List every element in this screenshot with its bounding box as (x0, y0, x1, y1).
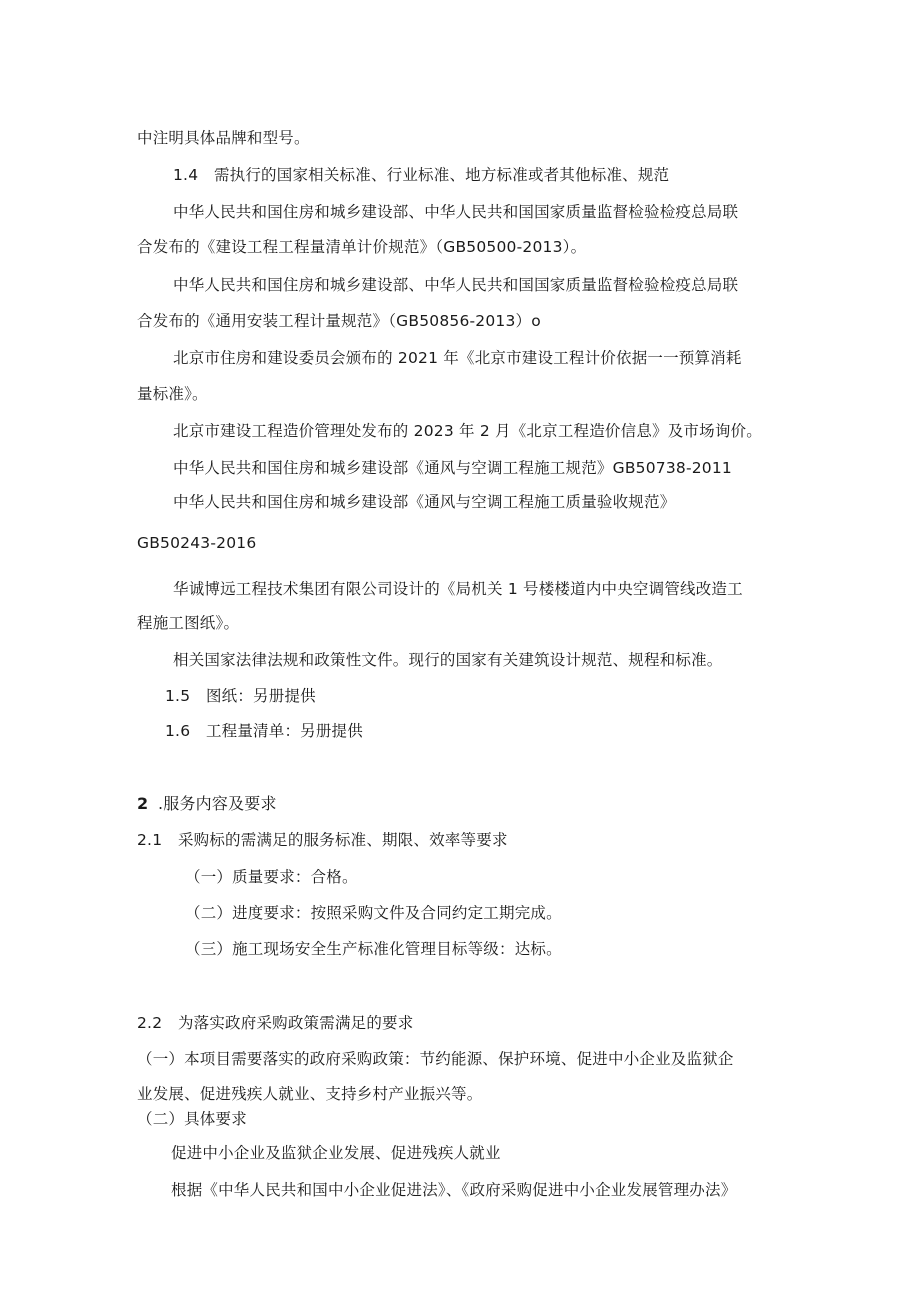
paragraph-line: 华诚博远工程技术集团有限公司设计的《局机关 1 号楼楼道内中央空调管线改造工 (173, 580, 743, 598)
paragraph-line: 相关国家法律法规和政策性文件。现行的国家有关建筑设计规范、规程和标准。 (173, 651, 723, 669)
paragraph-line: 中华人民共和国住房和城乡建设部《通风与空调工程施工质量验收规范》 (173, 493, 676, 511)
paragraph-line: 中华人民共和国住房和城乡建设部《通风与空调工程施工规范》GB50738-2011 (173, 459, 732, 477)
paragraph-line: 促进中小企业及监狱企业发展、促进残疾人就业 (171, 1144, 501, 1162)
section-heading-1-5: 1.5 图纸：另册提供 (165, 687, 316, 705)
chapter-number: 2 (137, 794, 149, 813)
paragraph-line: 中注明具体品牌和型号。 (137, 129, 310, 147)
paragraph-line: 合发布的《建设工程工程量清单计价规范》（GB50500-2013）。 (137, 238, 587, 256)
paragraph-line: 量标准》。 (137, 385, 208, 403)
section-heading-2-2: 2.2 为落实政府采购政策需满足的要求 (137, 1014, 414, 1032)
paragraph-line: 北京市建设工程造价管理处发布的 2023 年 2 月《北京工程造价信息》及市场询价。 (173, 422, 762, 440)
list-item: （一）质量要求：合格。 (185, 868, 358, 886)
list-item: （三）施工现场安全生产标准化管理目标等级：达标。 (185, 940, 562, 958)
section-heading-1-6: 1.6 工程量清单：另册提供 (165, 722, 363, 740)
chapter-title: .服务内容及要求 (158, 794, 277, 813)
section-heading-1-4: 1.4 需执行的国家相关标准、行业标准、地方标准或者其他标准、规范 (173, 166, 670, 184)
paragraph-line: 北京市住房和建设委员会颁布的 2021 年《北京市建设工程计价依据一一预算消耗 (173, 349, 742, 367)
paragraph-line: 业发展、促进残疾人就业、支持乡村产业振兴等。 (137, 1085, 483, 1103)
paragraph-line: 合发布的《通用安装工程计量规范》（GB50856-2013）o (137, 312, 541, 330)
paragraph-line: （一）本项目需要落实的政府采购政策：节约能源、保护环境、促进中小企业及监狱企 (137, 1050, 734, 1068)
paragraph-line: 中华人民共和国住房和城乡建设部、中华人民共和国国家质量监督检验检疫总局联 (173, 276, 739, 294)
paragraph-line: GB50243-2016 (137, 534, 257, 552)
list-item: （二）进度要求：按照采购文件及合同约定工期完成。 (185, 904, 562, 922)
paragraph-line: （二）具体要求 (137, 1110, 247, 1128)
paragraph-line: 根据《中华人民共和国中小企业促进法》、《政府采购促进中小企业发展管理办法》 (171, 1181, 737, 1199)
paragraph-line: 程施工图纸》。 (137, 614, 240, 632)
paragraph-line: 中华人民共和国住房和城乡建设部、中华人民共和国国家质量监督检验检疫总局联 (173, 203, 739, 221)
section-heading-2-1: 2.1 采购标的需满足的服务标准、期限、效率等要求 (137, 831, 508, 849)
